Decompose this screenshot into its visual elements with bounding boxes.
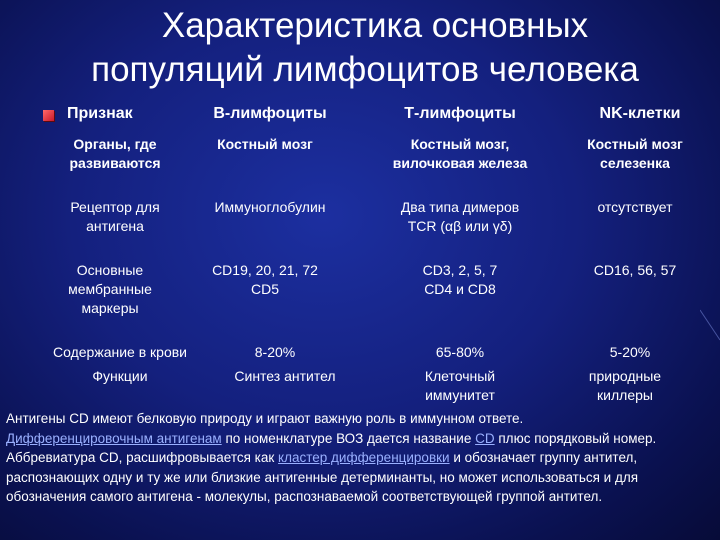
row5-nk-line2: киллеры	[597, 387, 653, 403]
row2-feature-line1: Рецептор для	[70, 199, 160, 215]
row2-nk-line1: отсутствует	[597, 199, 673, 215]
row2-t	[375, 198, 545, 236]
row1-nk	[560, 135, 710, 173]
paragraph-text-1: Антигены CD имеют белковую природу и играют важную роль в иммунном ответе.	[6, 411, 524, 426]
row2-t-line1: Два типа димеров	[400, 199, 520, 215]
row3-feature-line1: Основные	[76, 262, 144, 278]
row1-t-line2: вилочковая железа	[392, 155, 528, 171]
row2-feature-line2: антигена	[86, 218, 144, 234]
link-cd[interactable]: CD	[475, 430, 495, 446]
row4-nk-line1: 5-20%	[609, 344, 651, 360]
row3-b-line1: CD19, 20, 21, 72	[212, 262, 318, 278]
row3-feature-line2: мембранные	[68, 281, 152, 297]
row4-b	[195, 343, 355, 362]
row5-feature-line1: Функции	[92, 368, 148, 384]
row4-nk	[570, 343, 690, 362]
decorative-line	[700, 300, 720, 360]
row1-feature	[45, 135, 185, 173]
title-line-1: Характеристика основных	[161, 6, 589, 45]
row4-feature-line1: Содержание в крови	[53, 344, 187, 360]
slide-title	[0, 4, 720, 92]
bullet-icon	[43, 110, 54, 121]
row1-feature-line1: Органы, где	[73, 136, 157, 152]
row3-t-line2: CD4 и CD8	[424, 281, 496, 297]
row5-t-line2: иммунитет	[425, 387, 495, 403]
row5-feature	[45, 367, 195, 386]
row5-nk-line1: природные	[588, 368, 662, 384]
row3-t	[375, 261, 545, 299]
row3-nk-line1: CD16, 56, 57	[593, 262, 677, 278]
row2-nk	[560, 198, 710, 217]
header-feature: Признак	[67, 105, 133, 122]
row5-nk	[550, 367, 700, 405]
row4-b-line1: 8-20%	[254, 344, 296, 360]
row4-t-line1: 65-80%	[435, 344, 485, 360]
row2-t-line2: TCR (αβ или γδ)	[407, 218, 513, 234]
row4-feature	[40, 343, 200, 362]
row1-t-line1: Костный мозг,	[410, 136, 510, 152]
row5-t	[375, 367, 545, 405]
header-t-lymphocytes: Т-лимфоциты	[404, 105, 516, 122]
paragraph-text-3: плюс порядковый номер. Аббревиатура CD, расшифровывается как	[6, 430, 657, 465]
paragraph-text-4: и обозначает группу антител, распознающих одну и ту же или близкие антигенные детерминанты, но может использоваться и для обозначения самого антигена - молекулы, распознаваемой соответствующей группой антител.	[6, 450, 639, 504]
row2-b-line1: Иммуноглобулин	[214, 199, 326, 215]
link-cluster-of-differentiation[interactable]: кластер дифференцировки	[278, 450, 450, 465]
row5-b	[205, 367, 365, 386]
cd-antigens-paragraph	[6, 409, 714, 507]
row1-feature-line2: развиваются	[69, 155, 161, 171]
header-b-lymphocytes: В-лимфоциты	[213, 105, 327, 122]
row5-b-line1: Синтез антител	[234, 368, 336, 384]
row3-nk	[560, 261, 710, 280]
row2-feature	[45, 198, 185, 236]
row3-feature-line3: маркеры	[81, 300, 139, 316]
title-line-2: популяций лимфоцитов человека	[91, 50, 639, 89]
row1-b-line1: Костный мозг	[217, 136, 313, 152]
row1-nk-line1: Костный мозг	[587, 136, 683, 152]
row3-b	[185, 261, 345, 299]
row1-b	[185, 135, 345, 154]
row4-t	[375, 343, 545, 362]
header-nk-cells: NK-клетки	[599, 105, 681, 122]
row3-t-line1: CD3, 2, 5, 7	[422, 262, 498, 278]
link-differentiation-antigens[interactable]: Дифференцировочным антигенам	[6, 430, 222, 446]
row5-t-line1: Клеточный	[424, 368, 496, 384]
row1-nk-line2: селезенка	[600, 155, 670, 171]
row1-t	[375, 135, 545, 173]
row3-feature	[40, 261, 180, 318]
paragraph-text-2: по номенклатуре ВОЗ дается название	[221, 430, 476, 446]
row2-b	[190, 198, 350, 217]
row3-b-line2: CD5	[250, 281, 279, 297]
